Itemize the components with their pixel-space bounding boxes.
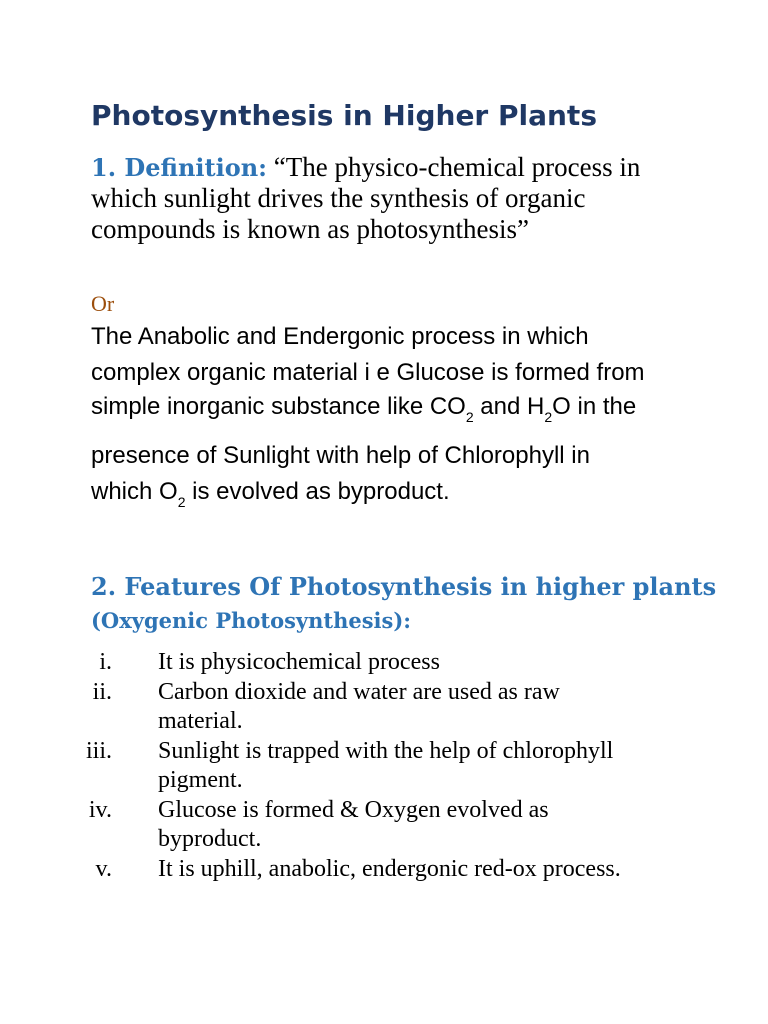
features-list (81, 648, 641, 884)
features-heading-paren: (Oxygenic Photosynthesis): (91, 608, 412, 633)
list-item-text: Sunlight is trapped with the help of chlorophyll pigment. (158, 737, 614, 793)
features-heading (91, 570, 731, 637)
list-item-text: It is uphill, anabolic, endergonic red-ox process. (158, 855, 621, 882)
list-item-number: i. (99, 649, 112, 675)
anabolic-paragraph (91, 320, 731, 513)
list-item (81, 678, 641, 737)
list-item-text: Carbon dioxide and water are used as raw material. (158, 678, 560, 734)
list-item (81, 855, 641, 885)
anabolic-line-3-part-a: simple inorganic substance like CO (91, 393, 466, 420)
list-item-number: iv. (88, 796, 112, 823)
anabolic-line-1: The Anabolic and Endergonic process in which (91, 323, 589, 350)
page-title: Photosynthesis in Higher Plants (91, 99, 597, 132)
list-item (81, 648, 641, 678)
or-label: Or (91, 291, 115, 316)
list-item-number: iii. (85, 737, 112, 764)
anabolic-line-4: presence of Sunlight with help of Chlorophyll in (91, 442, 590, 469)
list-item-number: v. (95, 855, 112, 882)
anabolic-line-3 (91, 391, 731, 425)
list-item-number: ii. (92, 678, 112, 705)
definition-paragraph (91, 152, 691, 245)
o2-subscript: 2 (177, 494, 186, 510)
list-item (81, 796, 641, 855)
co2-subscript: 2 (465, 409, 474, 425)
h2o-subscript: 2 (544, 409, 553, 425)
list-item-text: Glucose is formed & Oxygen evolved as byproduct. (158, 796, 549, 852)
list-item-text: It is physicochemical process (158, 649, 440, 675)
anabolic-line-5 (91, 473, 731, 513)
definition-heading: 1. Definition: (91, 153, 268, 182)
features-heading-main: 2. Features Of Photosynthesis in higher plants (91, 572, 717, 601)
anabolic-line-5-part-b: is evolved as byproduct. (185, 478, 450, 505)
definition-text: “The physico-chemical process in which sunlight drives the synthesis of organic compounds is known as photosynthesis” (91, 152, 641, 244)
anabolic-line-2: complex organic material i e Glucose is formed from (91, 359, 645, 386)
anabolic-line-5-part-a: which O (91, 478, 178, 505)
anabolic-line-3-part-b: and H (473, 393, 545, 420)
anabolic-line-3-part-c: O in the (552, 393, 637, 420)
list-item (81, 737, 641, 796)
